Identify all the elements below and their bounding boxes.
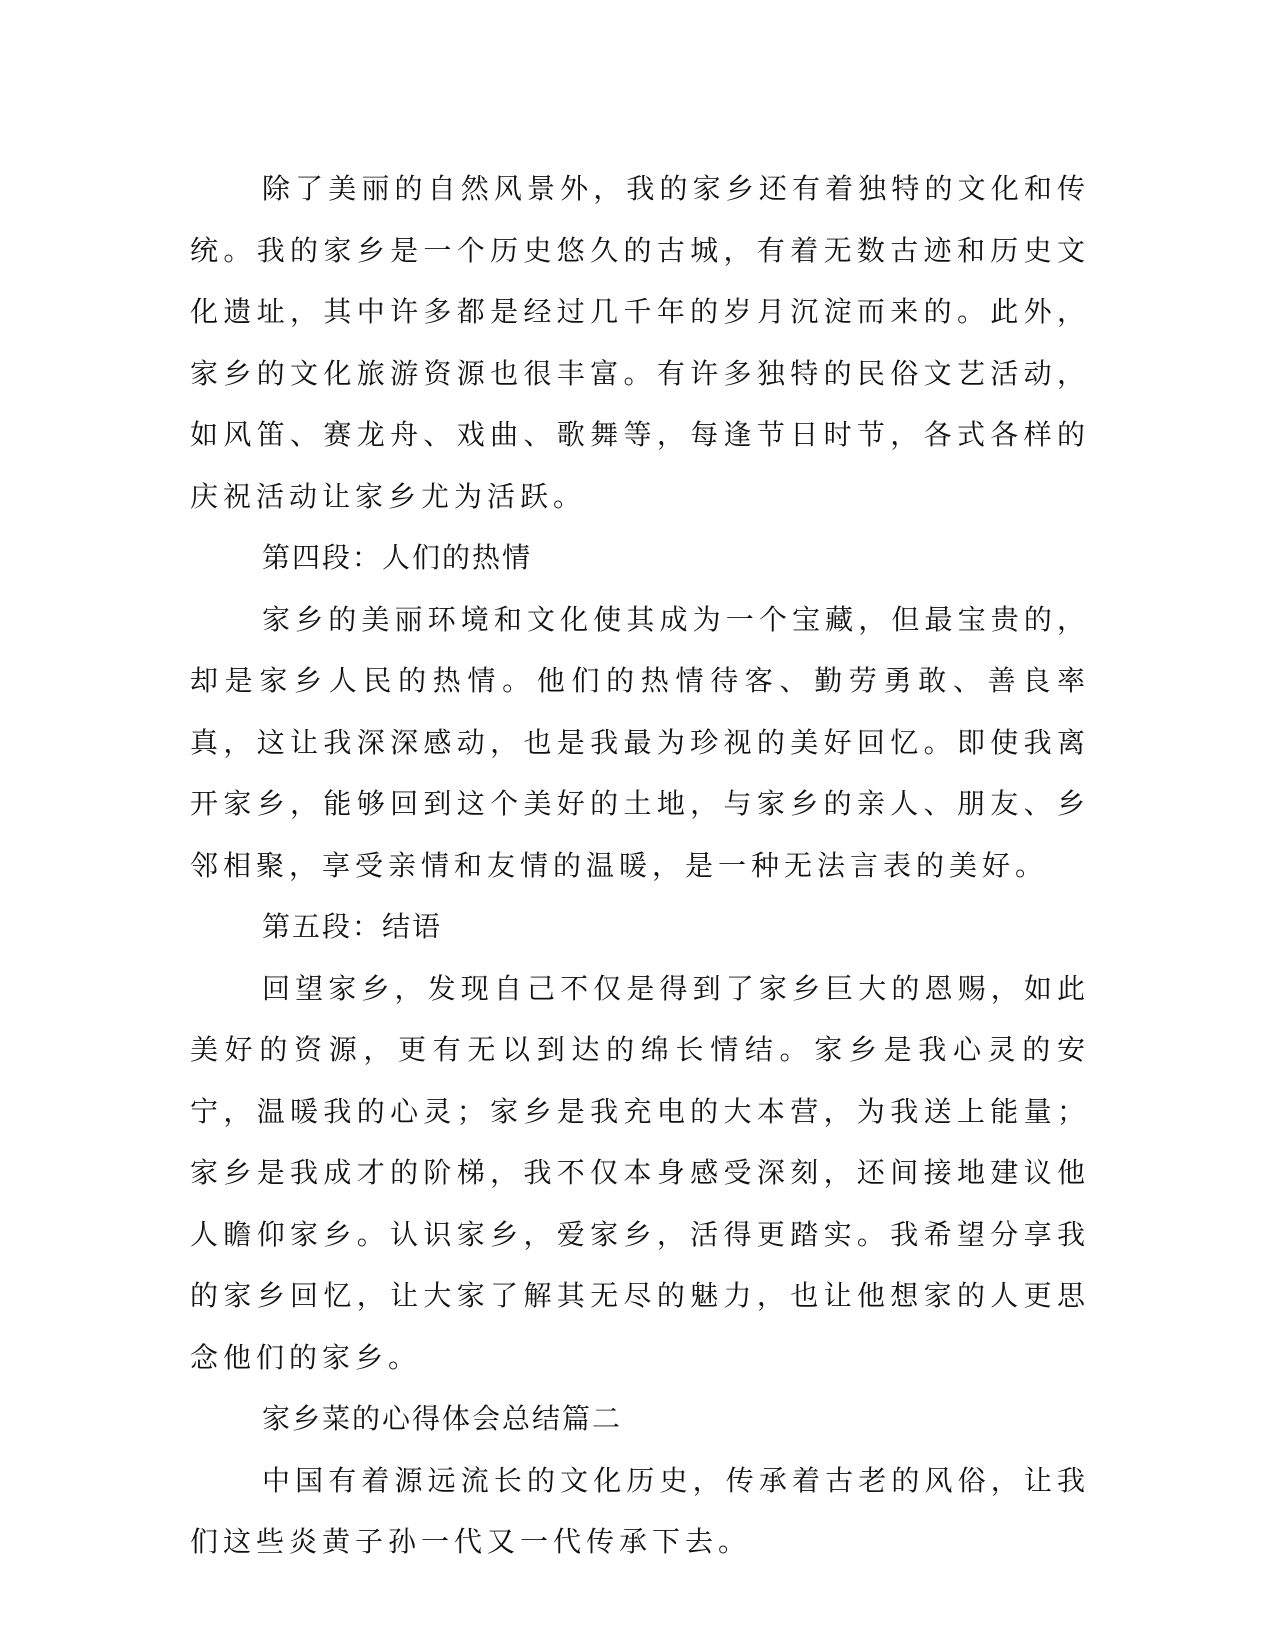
- paragraph-conclusion: 回望家乡，发现自己不仅是得到了家乡巨大的恩赐，如此美好的资源，更有无以到达的绵长情结。家乡是我心灵的安宁，温暖我的心灵；家乡是我充电的大本营，为我送上能量；家乡是我成才的阶梯，我不仅本身感受深刻，还间接地建议他人瞻仰家乡。认识家乡，爱家乡，活得更踏实。我希望分享我的家乡回忆，让大家了解其无尽的魅力，也让他想家的人更思念他们的家乡。: [190, 971, 1090, 1374]
- document-body: [190, 158, 1090, 1573]
- article-title-two: 家乡菜的心得体会总结篇二: [262, 1402, 623, 1435]
- paragraph-intro-two: 中国有着源远流长的文化历史，传承着古老的风俗，让我们这些炎黄子孙一代又一代传承下去。: [190, 1463, 1090, 1558]
- paragraph-people: 家乡的美丽环境和文化使其成为一个宝藏，但最宝贵的，却是家乡人民的热情。他们的热情待客、勤劳勇敢、善良率真，这让我深深感动，也是我最为珍视的美好回忆。即使我离开家乡，能够回到这个美好的土地，与家乡的亲人、朋友、乡邻相聚，享受亲情和友情的温暖，是一种无法言表的美好。: [190, 602, 1090, 882]
- section-heading-four: 第四段：人们的热情: [262, 541, 533, 574]
- paragraph-culture: 除了美丽的自然风景外，我的家乡还有着独特的文化和传统。我的家乡是一个历史悠久的古城，有着无数古迹和历史文化遗址，其中许多都是经过几千年的岁月沉淀而来的。此外，家乡的文化旅游资源也很丰富。有许多独特的民俗文艺活动，如风笛、赛龙舟、戏曲、歌舞等，每逢节日时节，各式各样的庆祝活动让家乡尤为活跃。: [190, 172, 1090, 513]
- section-heading-five: 第五段：结语: [262, 910, 443, 943]
